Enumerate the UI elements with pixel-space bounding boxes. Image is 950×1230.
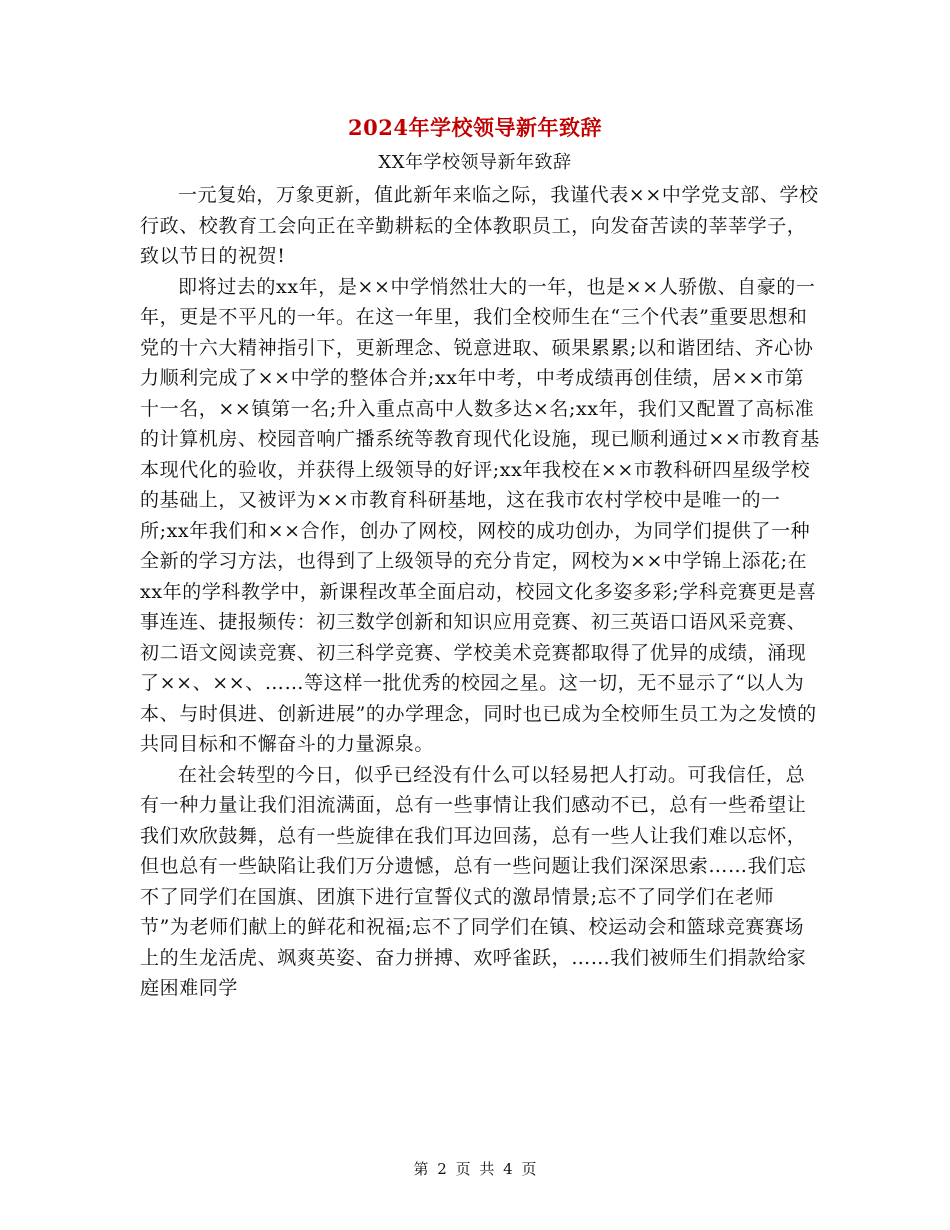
paragraph-2: 即将过去的xx年，是××中学悄然壮大的一年，也是××人骄傲、自豪的一年，更是不平凡的一年。在这一年里，我们全校师生在“三个代表”重要思想和党的十六大精神指引下，更新理念、锐意进取、硕果累累;以和谐团结、齐心协力顺利完成了××中学的整体合并;xx年中考，中考成绩再创佳绩，居××市第十一名，××镇第一名;升入重点高中人数多达×名;xx年，我们又配置了高标准的计算机房、校园音响广播系统等教育现代化设施，现已顺利通过××市教育基本现代化的验收，并获得上级领导的好评;xx年我校在××市教科研四星级学校的基础上，又被评为××市教育科研基地，这在我市农村学校中是唯一的一所;xx年我们和××合作，创办了网校，网校的成功创办，为同学们提供了一种全新的学习方法，也得到了上级领导的充分肯定，网校为××中学锦上添花;在xx年的学科教学中，新课程改革全面启动，校园文化多姿多彩;学科竞赛更是喜事连连、捷报频传：初三数学创新和知识应用竞赛、初三英语口语风采竞赛、初二语文阅读竞赛、初三科学竞赛、学校美术竞赛都取得了优异的成绩，涌现了××、××、……等这样一批优秀的校园之星。这一切，无不显示了“以人为本、与时俱进、创新进展”的办学理念，同时也已成为全校师生员工为之发愤的共同目标和不懈奋斗的力量源泉。 bbox=[140, 275, 820, 755]
paragraph-3: 在社会转型的今日，似乎已经没有什么可以轻易把人打动。可我信任，总有一种力量让我们泪流满面，总有一些事情让我们感动不已，总有一些希望让我们欢欣鼓舞，总有一些旋律在我们耳边回荡，总有一些人让我们难以忘怀，但也总有一些缺陷让我们万分遗憾，总有一些问题让我们深深思索……我们忘不了同学们在国旗、团旗下进行宣誓仪式的激昂情景;忘不了同学们在老师节”为老师们献上的鲜花和祝福;忘不了同学们在镇、校运动会和篮球竞赛赛场上的生龙活虎、飒爽英姿、奋力拼搏、欢呼雀跃，……我们被师生们捐款给家庭困难同学 bbox=[140, 763, 807, 999]
document-title: 2024年学校领导新年致辞 bbox=[348, 115, 602, 140]
document-body bbox=[140, 180, 820, 1004]
page-number-footer: 第 2 页 共 4 页 bbox=[413, 1160, 537, 1178]
document-subtitle: XX年学校领导新年致辞 bbox=[378, 152, 572, 173]
paragraph-1: 一元复始，万象更新，值此新年来临之际，我谨代表××中学党支部、学校行政、校教育工会向正在辛勤耕耘的全体教职员工，向发奋苦读的莘莘学子，致以节日的祝贺! bbox=[140, 184, 819, 267]
